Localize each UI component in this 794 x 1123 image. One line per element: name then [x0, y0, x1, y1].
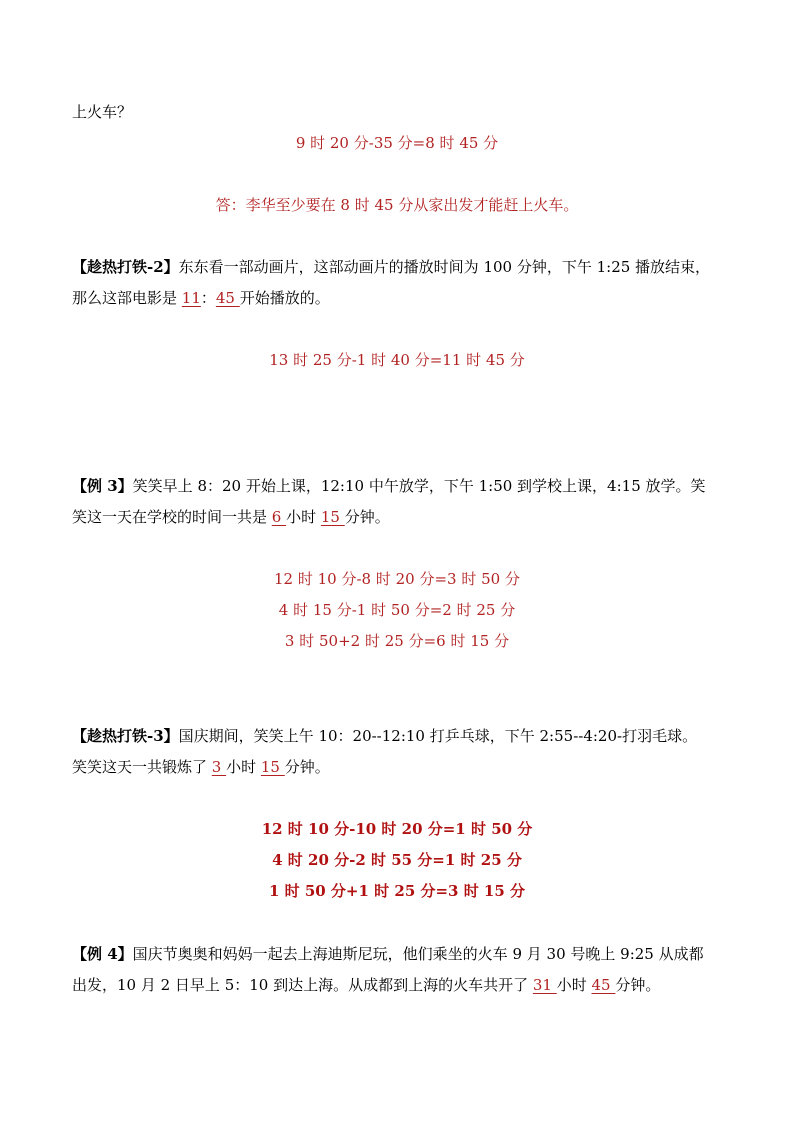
example-3-calc-3: 3 时 50+2 时 25 分=6 时 15 分: [284, 632, 510, 650]
example-4-line2: [72, 974, 660, 996]
time-separator: ：: [200, 289, 216, 307]
exercise-3-calc-3: 1 时 50 分+1 时 25 分=3 时 15 分: [268, 882, 526, 900]
answer-blank-minutes: 45: [215, 289, 240, 307]
example-3-line2: [72, 506, 390, 528]
exercise-2-calculation: 13 时 25 分-1 时 40 分=11 时 45 分: [269, 351, 525, 369]
exercise-2-text: 东东看一部动画片，这部动画片的播放时间为 100 分钟，下午 1:25 播放结束，: [178, 258, 711, 276]
answer-blank-hours: 31: [532, 976, 557, 994]
intro-text: 上火车？: [72, 103, 133, 121]
exercise-3-line1: [72, 725, 697, 747]
example-4-line1: [72, 943, 704, 965]
exercise-2-text-post: 开始播放的。: [239, 289, 330, 307]
exercise-3-calc-1: 12 时 10 分-10 时 20 分=1 时 50 分: [261, 820, 533, 838]
answer-blank-hours: 3: [211, 758, 227, 776]
example-4-text-pre: 出发，10 月 2 日早上 5：10 到达上海。从成都到上海的火车共开了: [72, 976, 533, 994]
intro-answer: 答：李华至少要在 8 时 45 分从家出发才能赶上火车。: [215, 196, 579, 214]
exercise-3-text-post: 分钟。: [284, 758, 330, 776]
exercise-3-text: 国庆期间，笑笑上午 10：20--12:10 打乒乓球，下午 2:55--4:20-打羽毛球。: [178, 727, 698, 745]
answer-blank-hours: 11: [181, 289, 201, 307]
hours-unit: 小时: [286, 508, 321, 526]
exercise-3-tag: 【趁热打铁-3】: [72, 727, 179, 745]
example-4-tag: 【例 4】: [72, 945, 133, 963]
intro-calculation: 9 时 20 分-35 分=8 时 45 分: [295, 134, 499, 152]
answer-blank-minutes: 15: [320, 508, 345, 526]
hours-unit: 小时: [556, 976, 592, 994]
example-3-tag: 【例 3】: [72, 477, 133, 495]
example-3-calc-2: 4 时 15 分-1 时 50 分=2 时 25 分: [278, 601, 516, 619]
example-4-text: 国庆节奥奥和妈妈一起去上海迪斯尼玩，他们乘坐的火车 9 月 30 号晚上 9:25 从成都: [132, 945, 704, 963]
example-4-text-post: 分钟。: [615, 976, 661, 994]
exercise-2-line2: [72, 287, 330, 309]
answer-blank-hours: 6: [271, 508, 287, 526]
example-3-text-pre: 笑这一天在学校的时间一共是: [72, 508, 272, 526]
exercise-2-tag: 【趁热打铁-2】: [72, 258, 179, 276]
example-3-text: 笑笑早上 8：20 开始上课，12:10 中午放学，下午 1:50 到学校上课，4:15 放学。笑: [132, 477, 706, 495]
exercise-2-line1: [72, 256, 710, 278]
example-3-calc-1: 12 时 10 分-8 时 20 分=3 时 50 分: [274, 570, 520, 588]
example-3-text-post: 分钟。: [344, 508, 390, 526]
exercise-3-calc-2: 4 时 20 分-2 时 55 分=1 时 25 分: [272, 851, 522, 869]
exercise-2-text-pre: 那么这部电影是: [72, 289, 182, 307]
hours-unit: 小时: [226, 758, 261, 776]
exercise-3-text-pre: 笑笑这天一共锻炼了: [72, 758, 212, 776]
answer-blank-minutes: 45: [591, 976, 616, 994]
exercise-3-line2: [72, 756, 330, 778]
example-3-line1: [72, 475, 706, 497]
answer-blank-minutes: 15: [260, 758, 285, 776]
